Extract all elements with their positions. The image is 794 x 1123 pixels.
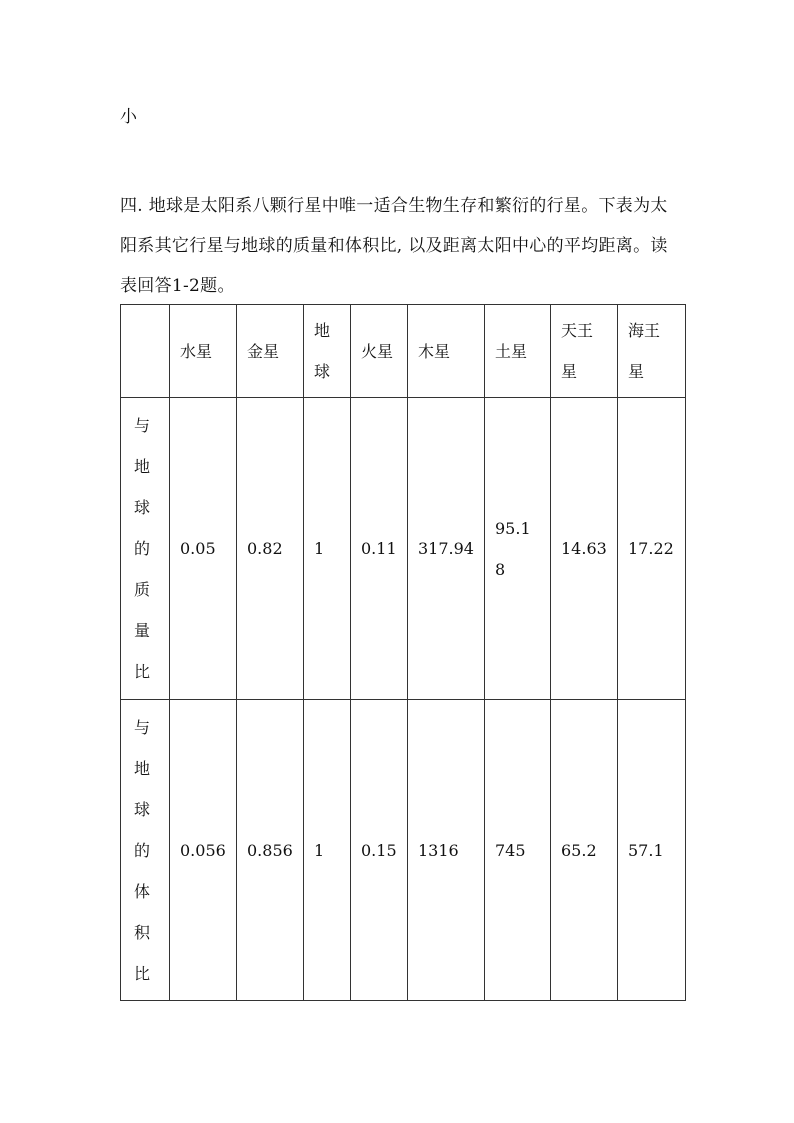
column-header-mars: 火星 xyxy=(351,305,408,398)
table-cell: 95.18 xyxy=(485,398,551,700)
column-header-mercury: 水星 xyxy=(170,305,237,398)
table-header-row xyxy=(121,305,686,398)
table-cell: 745 xyxy=(485,700,551,1001)
table-cell: 1 xyxy=(304,398,351,700)
table-row-mass-ratio xyxy=(121,398,686,700)
table-cell: 0.15 xyxy=(351,700,408,1001)
table-cell: 0.856 xyxy=(237,700,304,1001)
table-cell: 17.22 xyxy=(618,398,686,700)
table-corner-cell xyxy=(121,305,170,398)
row-header-volume-ratio: 与地球的体积比 xyxy=(121,700,170,1001)
column-header-uranus: 天王星 xyxy=(551,305,618,398)
table-cell: 317.94 xyxy=(408,398,485,700)
planet-comparison-table xyxy=(120,304,686,1001)
column-header-neptune: 海王星 xyxy=(618,305,686,398)
table-cell: 0.11 xyxy=(351,398,408,700)
page-fragment-text: 小 xyxy=(120,107,137,127)
table-cell: 65.2 xyxy=(551,700,618,1001)
row-header-mass-ratio: 与地球的质量比 xyxy=(121,398,170,700)
table-cell: 1316 xyxy=(408,700,485,1001)
question-paragraph: 四. 地球是太阳系八颗行星中唯一适合生物生存和繁衍的行星。下表为太阳系其它行星与地球的质量和体积比, 以及距离太阳中心的平均距离。读表回答1-2题。 xyxy=(120,196,668,296)
column-header-saturn: 土星 xyxy=(485,305,551,398)
table-cell: 14.63 xyxy=(551,398,618,700)
table-cell: 57.1 xyxy=(618,700,686,1001)
table-cell: 0.05 xyxy=(170,398,237,700)
column-header-jupiter: 木星 xyxy=(408,305,485,398)
table-cell: 0.82 xyxy=(237,398,304,700)
column-header-earth: 地球 xyxy=(304,305,351,398)
table-cell: 1 xyxy=(304,700,351,1001)
column-header-venus: 金星 xyxy=(237,305,304,398)
table-cell: 0.056 xyxy=(170,700,237,1001)
table-row-volume-ratio xyxy=(121,700,686,1001)
